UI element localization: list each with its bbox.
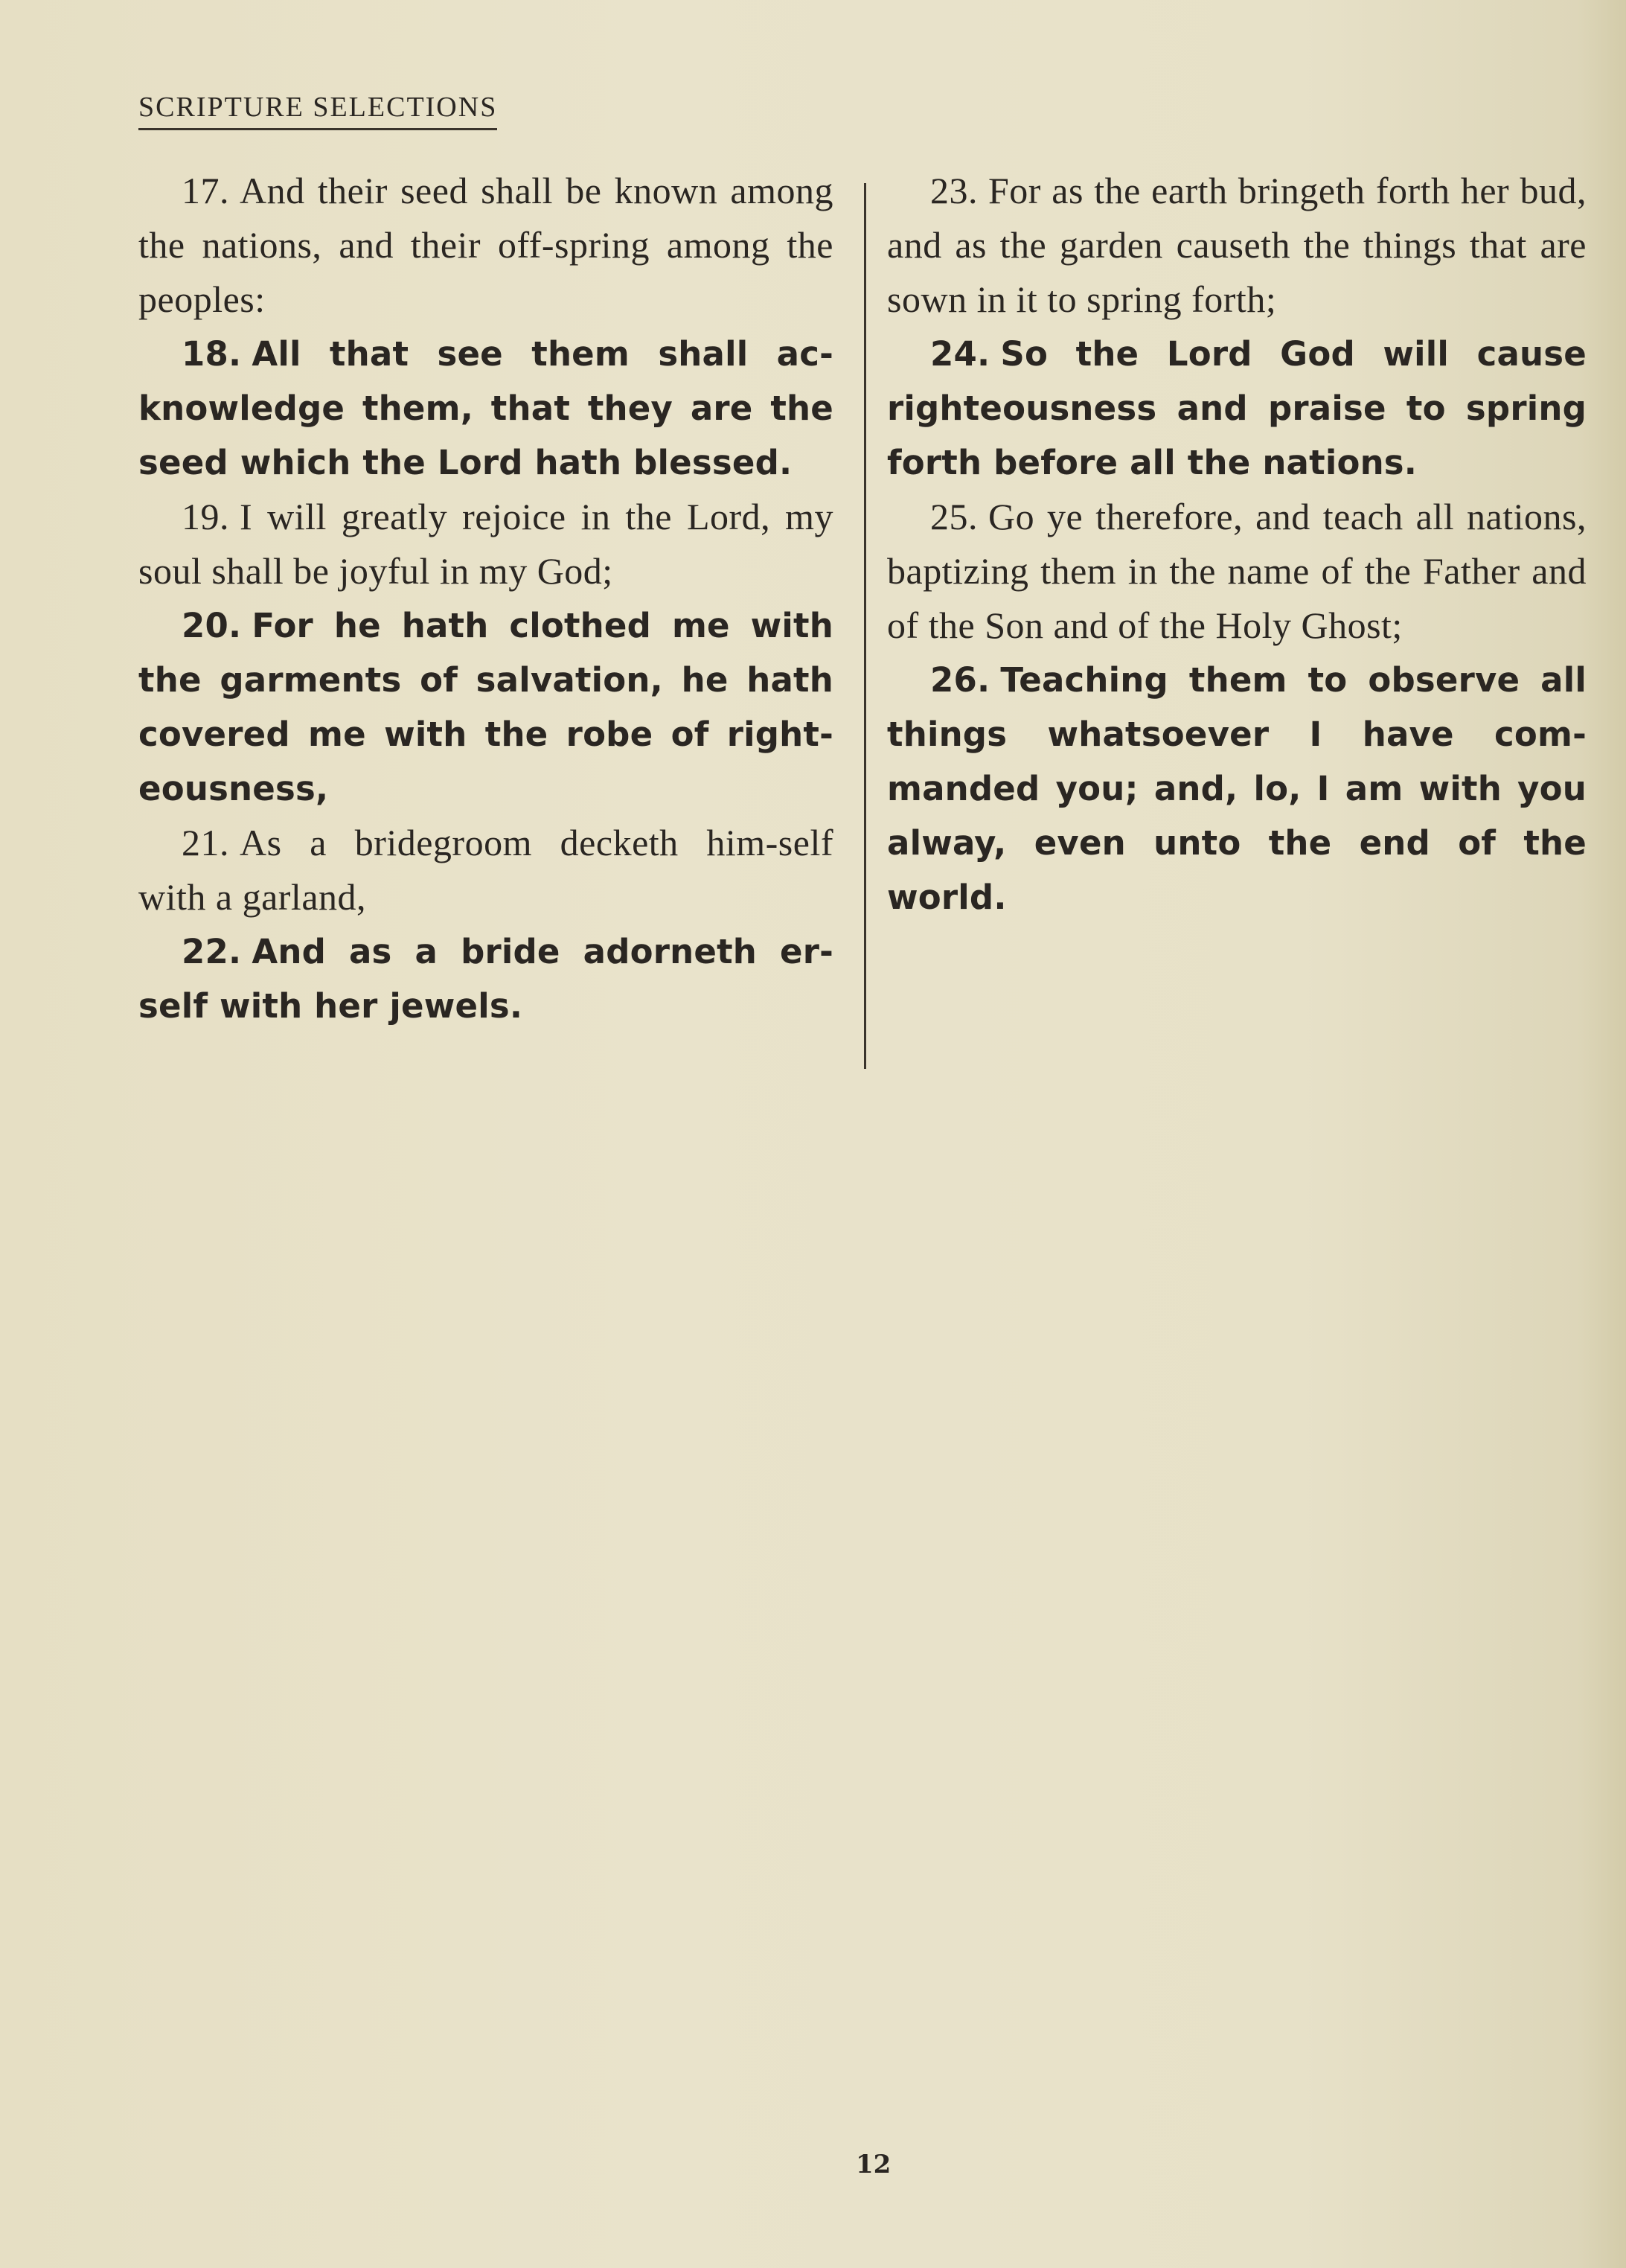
verse-20	[138, 598, 833, 816]
verse-23	[887, 164, 1587, 327]
verse-21	[138, 816, 833, 924]
verse-number: 19.	[182, 496, 229, 537]
verse-text: So the Lord God will cause righteousness and praise to spring forth before all the nations.	[887, 334, 1587, 482]
verse-number: 25.	[930, 496, 978, 537]
verse-number: 18.	[182, 334, 242, 374]
verse-text: I will greatly rejoice in the Lord, my soul shall be joyful in my God;	[138, 496, 833, 592]
verse-number: 24.	[930, 334, 990, 374]
verse-text: Go ye therefore, and teach all nations, baptizing them in the name of the Father and of the Son and of the Holy Ghost;	[887, 496, 1587, 646]
verse-number: 23.	[930, 170, 978, 211]
verse-22	[138, 924, 833, 1033]
verse-18	[138, 327, 833, 490]
verse-text: All that see them shall ac-knowledge them, that they are the seed which the Lord hath blessed.	[138, 334, 833, 482]
verse-number: 26.	[930, 660, 990, 700]
verse-text: And as a bride adorneth er-self with her jewels.	[138, 932, 833, 1026]
verse-text: Teaching them to observe all things whatsoever I have com-manded you; and, lo, I am with you alway, even unto the end of the world.	[887, 660, 1587, 917]
verse-19	[138, 490, 833, 598]
right-column	[887, 164, 1587, 924]
verse-number: 17.	[182, 170, 229, 211]
verse-24	[887, 327, 1587, 490]
running-head: SCRIPTURE SELECTIONS	[138, 91, 497, 130]
verse-text: For he hath clothed me with the garments of salvation, he hath covered me with the robe of right-eousness,	[138, 606, 833, 808]
column-divider	[864, 183, 866, 1069]
verse-text: As a bridegroom decketh him-self with a garland,	[138, 822, 833, 918]
verse-number: 22.	[182, 932, 242, 971]
verse-17	[138, 164, 833, 327]
verse-number: 20.	[182, 606, 242, 645]
verse-number: 21.	[182, 822, 229, 863]
page-number: 12	[856, 2150, 892, 2179]
verse-text: And their seed shall be known among the nations, and their off-spring among the peoples:	[138, 170, 833, 320]
verse-26	[887, 653, 1587, 924]
verse-25	[887, 490, 1587, 653]
verse-text: For as the earth bringeth forth her bud, and as the garden causeth the things that are sown in it to spring forth;	[887, 170, 1587, 320]
left-column	[138, 164, 833, 1033]
